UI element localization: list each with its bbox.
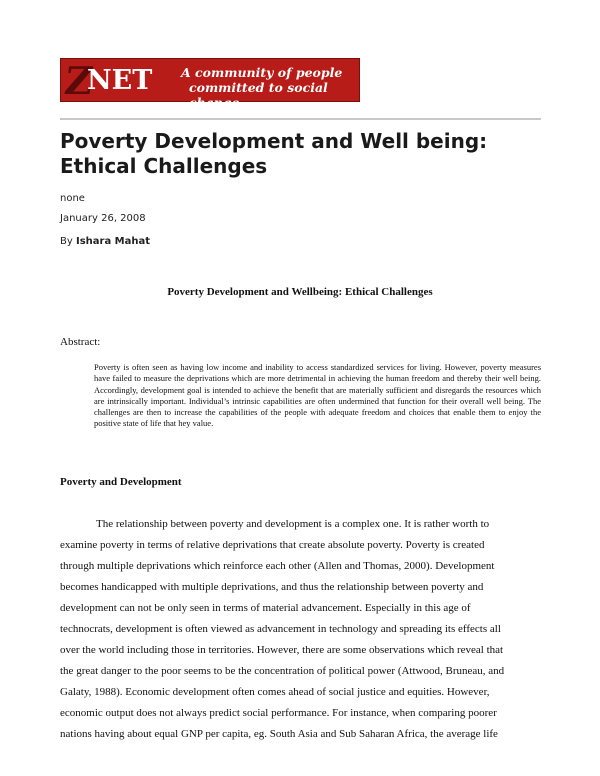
body-line: economic output does not always predict social performance. For instance, when comparing poorer — [60, 707, 497, 719]
article-source: none — [60, 193, 85, 204]
abstract-label: Abstract: — [60, 336, 101, 348]
body-line: technocrats, development is often viewed as advancement in technology and spreading its effects all — [60, 623, 501, 635]
body-line: examine poverty in terms of relative deprivations that create absolute poverty. Poverty is created — [60, 539, 485, 551]
body-line: the great danger to the poor seems to be the concentration of political power (Attwood, Bruneau, and — [60, 665, 505, 677]
znet-logo[interactable] — [60, 58, 360, 110]
header-divider — [60, 118, 541, 120]
byline-prefix: By — [60, 236, 73, 247]
article-byline — [60, 236, 150, 247]
article-date: January 26, 2008 — [60, 213, 146, 224]
logo-tagline-line-1: A community of people — [181, 65, 343, 80]
section-heading: Poverty and Development — [60, 476, 182, 488]
abstract-text: Poverty is often seen as having low income and inability to access standardized services for living. However, poverty measures have failed to measure the deprivations which are more detrimental in achieving the human freedom and thereby their well being. Accordingly, development goal is intended to achieve the benefit that are materially sufficient and disregards the resources which are intrinsically important. Individual’s intrinsic capabilities are often undermined that function for their overall well being. The challenges are then to increase the capabilities of the people with adequate freedom and choices that enable them to enjoy the positive state of life that hey value. — [94, 362, 541, 429]
body-line: over the world including those in territories. However, there are some observations which reveal that — [60, 644, 504, 656]
author-name: Ishara Mahat — [75, 236, 151, 247]
body-paragraph — [60, 514, 542, 745]
document-heading: Poverty Development and Wellbeing: Ethical Challenges — [167, 286, 433, 298]
logo-z-letter: Z — [61, 58, 96, 103]
logo-tagline — [181, 65, 357, 110]
article-title: Poverty Development and Well being: Ethical Challenges — [60, 129, 488, 178]
logo-tagline-line-2: committed to social change — [189, 80, 328, 110]
body-line: becomes handicapped with multiple deprivations, and thus the relationship between poverty and — [60, 581, 484, 593]
logo-net-text: NET — [87, 65, 153, 96]
body-line: Galaty, 1988). Economic development often comes ahead of social justice and equities. However, — [60, 686, 490, 698]
body-line: development can not be only seen in terms of material advancement. Especially in this age of — [60, 602, 471, 614]
body-line: The relationship between poverty and development is a complex one. It is rather worth to — [96, 518, 490, 530]
body-line: through multiple deprivations which reinforce each other (Allen and Thomas, 2000). Development — [60, 560, 495, 572]
body-line: nations having about equal GNP per capita, eg. South Asia and Sub Saharan Africa, the average life — [60, 728, 498, 740]
